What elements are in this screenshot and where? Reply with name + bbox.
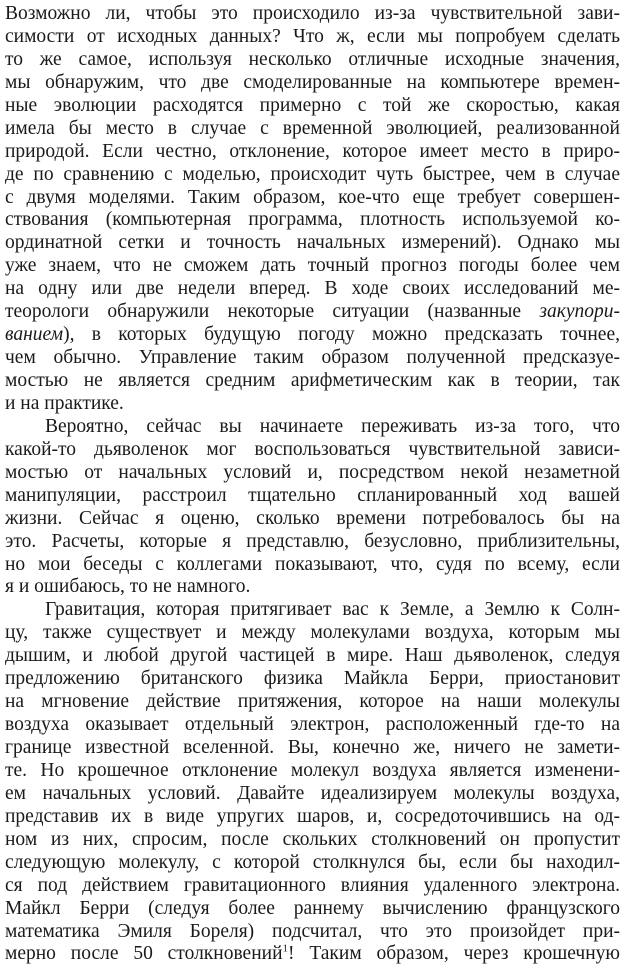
text-segment: де по сравнению с моделью, происходит чуть быстрее, чем в случае [5, 163, 620, 185]
text-segment: уже знаем, что не сможем дать точный прогноз погоды более чем [5, 255, 620, 277]
text-line [5, 531, 620, 554]
text-segment: ем начальных условий. Давайте идеализируем молекулы воздуха, [5, 782, 620, 804]
text-segment: с двумя моделями. Таким образом, кое-что еще требует совершен- [5, 186, 620, 208]
text-segment: мы обнаружим, что две смоделированные на компьютере времен- [5, 71, 620, 93]
italic-term: ванием [5, 324, 64, 346]
text-segment: представив их в виде упругих шаров, и, сосредоточившись на од- [5, 805, 620, 827]
text-line [5, 3, 620, 26]
text-line [5, 26, 620, 49]
text-line [5, 921, 620, 944]
text-line [5, 232, 620, 255]
text-line [5, 898, 620, 921]
text-line [5, 737, 620, 760]
text-segment: воздуха оказывает отдельный электрон, расположенный где-то на [5, 714, 620, 736]
footnote-marker: 1 [282, 942, 289, 955]
text-segment: ), в которых будущую погоду можно предсказать точнее, [63, 324, 620, 346]
text-line [5, 347, 620, 370]
text-line [5, 645, 620, 668]
text-segment: чем обычно. Управление таким образом полученной предсказуе- [5, 347, 620, 369]
text-line [5, 393, 620, 416]
text-segment: цу, также существует и между молекулами воздуха, которым мы [5, 622, 620, 644]
text-line [5, 118, 620, 141]
text-line [5, 943, 620, 966]
text-line [5, 72, 620, 95]
text-line [5, 462, 620, 485]
text-segment: жизни. Сейчас я оценю, сколько времени потребовалось бы на [5, 507, 620, 529]
text-segment: мерно после 50 столкновений [5, 943, 283, 965]
text-segment: ствования (компьютерная программа, плотность используемой ко- [5, 209, 620, 231]
text-line [5, 439, 620, 462]
text-line [5, 875, 620, 898]
text-segment: имела бы место в случае с временной эволюцией, реализованной [5, 117, 620, 139]
text-segment: симости от исходных данных? Что ж, если мы попробуем сделать [5, 25, 620, 47]
text-segment: манипуляции, расстроил тщательно спланированный ход вашей [5, 484, 620, 506]
text-segment: теорологи обнаружили некоторые ситуации (названные [5, 301, 540, 323]
text-segment: ординатной сетки и точность начальных измерений). Однако мы [5, 232, 620, 254]
text-segment: ные эволюции расходятся примерно с той же скоростью, какая [5, 94, 620, 116]
text-segment: Возможно ли, чтобы это происходило из-за чувствительной зави- [5, 3, 620, 24]
text-line [5, 187, 620, 210]
text-line [5, 508, 620, 531]
text-line [5, 49, 620, 72]
text-line [5, 141, 620, 164]
text-line [5, 783, 620, 806]
text-line [5, 164, 620, 187]
text-segment: это. Расчеты, которые я представлю, безусловно, приблизительны, [5, 530, 620, 552]
text-segment: ся под действием гравитационного влияния удаленного электрона. [5, 874, 620, 896]
text-segment: Вероятно, сейчас вы начинаете переживать из-за того, что [45, 415, 620, 437]
text-line [5, 485, 620, 508]
text-segment: Гравитация, которая притягивает вас к Земле, а Землю к Солн- [45, 599, 620, 621]
text-segment: ном из них, спросим, после скольких столкновений он пропустит [5, 828, 620, 850]
text-segment: мостью от начальных условий и, посредством некой незаметной [5, 461, 620, 483]
text-segment: следующую молекулу, с которой столкнулся бы, если бы находил- [5, 851, 620, 873]
text-segment: Майкл Берри (следуя более раннему вычислению французского [5, 897, 620, 919]
text-line [5, 416, 620, 439]
text-line [5, 599, 620, 622]
document-page [5, 3, 620, 966]
text-line [5, 255, 620, 278]
text-line [5, 95, 620, 118]
text-segment: мостью не является средним арифметическим как в теории, так [5, 370, 620, 391]
text-segment: дышим, и любой другой частицей в мире. Наш дьяволенок, следуя [5, 645, 620, 667]
text-line [5, 301, 620, 324]
text-segment: природой. Если честно, отклонение, которое имеет место в приро- [5, 140, 620, 162]
text-line [5, 324, 620, 347]
italic-term: закупори- [539, 301, 620, 323]
text-line [5, 760, 620, 783]
text-segment: какой-то дьяволенок мог воспользоваться чувствительной зависи- [5, 438, 620, 460]
text-segment: те. Но крошечное отклонение молекул воздуха является изменени- [5, 759, 620, 781]
text-line [5, 622, 620, 645]
text-segment: на одну или две недели вперед. В ходе своих исследований ме- [5, 278, 620, 300]
text-segment: границе известной вселенной. Вы, конечно же, ничего не замети- [5, 737, 620, 758]
text-line [5, 554, 620, 577]
text-segment: но мои беседы с коллегами показывают, что, судя по всему, если [5, 553, 620, 575]
text-segment: предложению британского физика Майкла Берри, приостановит [5, 668, 620, 690]
text-line [5, 576, 620, 599]
text-line [5, 829, 620, 852]
text-line [5, 209, 620, 232]
text-segment: то же самое, используя несколько отличные исходные значения, [5, 48, 620, 70]
text-line [5, 806, 620, 829]
text-line [5, 691, 620, 714]
text-line [5, 852, 620, 875]
text-segment: я и ошибаюсь, то не намного. [5, 576, 251, 598]
text-segment: на мгновение действие притяжения, которое на наши молекулы [5, 691, 620, 713]
text-line [5, 714, 620, 737]
text-line [5, 668, 620, 691]
text-segment: математика Эмиля Бореля) подсчитал, что это произойдет при- [5, 920, 620, 942]
text-line [5, 370, 620, 393]
text-segment: и на практике. [5, 392, 124, 414]
text-segment: ! Таким образом, через крошечную [288, 943, 620, 965]
text-line [5, 278, 620, 301]
